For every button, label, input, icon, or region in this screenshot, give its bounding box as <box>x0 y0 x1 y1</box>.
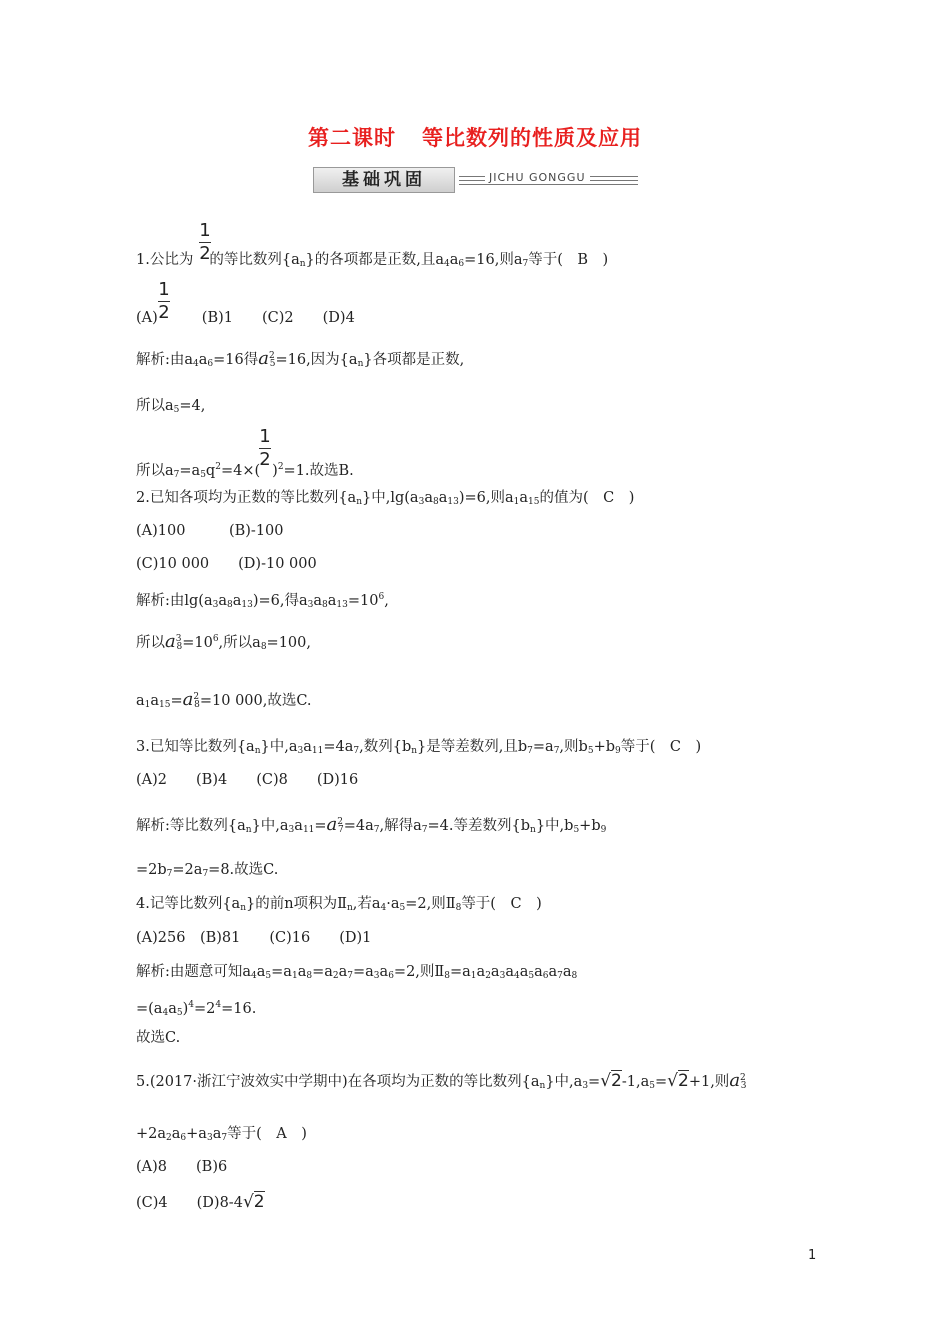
q5-options-line-1: (A)8 (B)6 <box>136 1159 228 1175</box>
q1-options: (A) (B)1 (C)2 (D)4 <box>136 310 355 326</box>
solution-2-line-1: 解析:由$\lg(a_3a_8a_{13})=6$,得$a_3a_8a_{13}=10^6$, <box>136 592 389 610</box>
solution-2-line-2: 所以$a^3_8=10^6$,所以$a_8=100$, <box>136 631 311 652</box>
q2-options-line-2: (C)10 000 (D)-10 000 <box>136 556 317 572</box>
solution-3-line-1: 解析:等比数列$\{a_n\}$中$,a_3a_{11}=a^2_7=4a_7$,解得$a_7=4$.等差数列$\{b_n\}$中$,b_5+b_9$ <box>136 814 607 835</box>
solution-1-line-1: 解析:由$a_4a_6=16$得$a^2_5=16$,因为$\{a_n\}$各项都是正数, <box>136 348 465 369</box>
solution-1-line-2: 所以$a_5=4$, <box>136 398 206 415</box>
title-part1: 第二课时 <box>308 125 396 150</box>
q2-options-line-1: (A)100 (B)-100 <box>136 523 284 539</box>
question-2: 2.已知各项均为正数的等比数列$\{a_n\}$中$,\lg(a_3a_8a_{13})=6$,则$a_1a_{15}$的值为( C ) <box>136 490 635 507</box>
question-5: 5.(2017·浙江宁波效实中学期中)在各项均为正数的等比数列$\{a_n\}$中$,a_3=√2-1,a_5=√2+1$,则$a^2_3$ <box>136 1070 747 1091</box>
q4-options: (A)256 (B)81 (C)16 (D)1 <box>136 930 372 946</box>
solution-2-line-3: $a_1a_{15}=a^2_8=10$ 000,故选C. <box>136 689 312 710</box>
sqrt-icon: √2 <box>600 1071 622 1091</box>
solution-3-line-2: $=2b_7=2a_7=8$.故选C. <box>136 862 279 879</box>
banner-pinyin: JICHU GONGGU <box>485 171 590 184</box>
sqrt-icon: √2 <box>242 1192 265 1212</box>
page-number: 1 <box>808 1248 817 1263</box>
question-4: 4.记等比数列$\{a_n\}$的前n项积为$Ⅱ_n$,若$a_4\cdot a_5=2$,则$Ⅱ_8$等于( C ) <box>136 896 542 913</box>
q1-fraction: 1 2 <box>199 220 211 264</box>
q5-options-line-2: (C)4 (D)8-4√2 <box>136 1192 265 1212</box>
solution-4-line-3: 故选C. <box>136 1030 181 1046</box>
question-5-line-2: $+2a_2a_6+a_3a_7$等于( A ) <box>136 1126 307 1143</box>
solution-4-line-1: 解析:由题意可知$a_4a_5=a_1a_8=a_2a_7=a_3a_6=2$,则$Ⅱ_8=a_1a_2a_3a_4a_5a_6a_7a_8$ <box>136 964 578 981</box>
question-1: 1.公比为 的等比数列$\{a_n\}$的各项都是正数,且$a_4a_6=16$,则$a_7$等于( B ) <box>136 252 609 269</box>
banner-label: 基础巩固 <box>313 167 455 193</box>
section-banner <box>313 167 638 191</box>
solution-4-line-2: $=(a_4a_5)^4=2^4=16$. <box>136 1000 257 1018</box>
title-part2: 等比数列的性质及应用 <box>422 125 642 150</box>
solution-1-line-3: 所以$a_7=a_5q^2=4\times$( )$^2$=1.故选B. <box>136 462 354 480</box>
q1-option-a-fraction: 1 2 <box>158 279 170 323</box>
question-3: 3.已知等比数列$\{a_n\}$中$,a_3a_{11}=4a_7$,数列$\{b_n\}$是等差数列,且$b_7=a_7$,则$b_5+b_9$等于( C ) <box>136 739 702 756</box>
page-title <box>0 122 950 152</box>
s1-fraction: 1 2 <box>259 426 271 470</box>
q3-options: (A)2 (B)4 (C)8 (D)16 <box>136 772 359 788</box>
sqrt-icon: √2 <box>667 1071 689 1091</box>
